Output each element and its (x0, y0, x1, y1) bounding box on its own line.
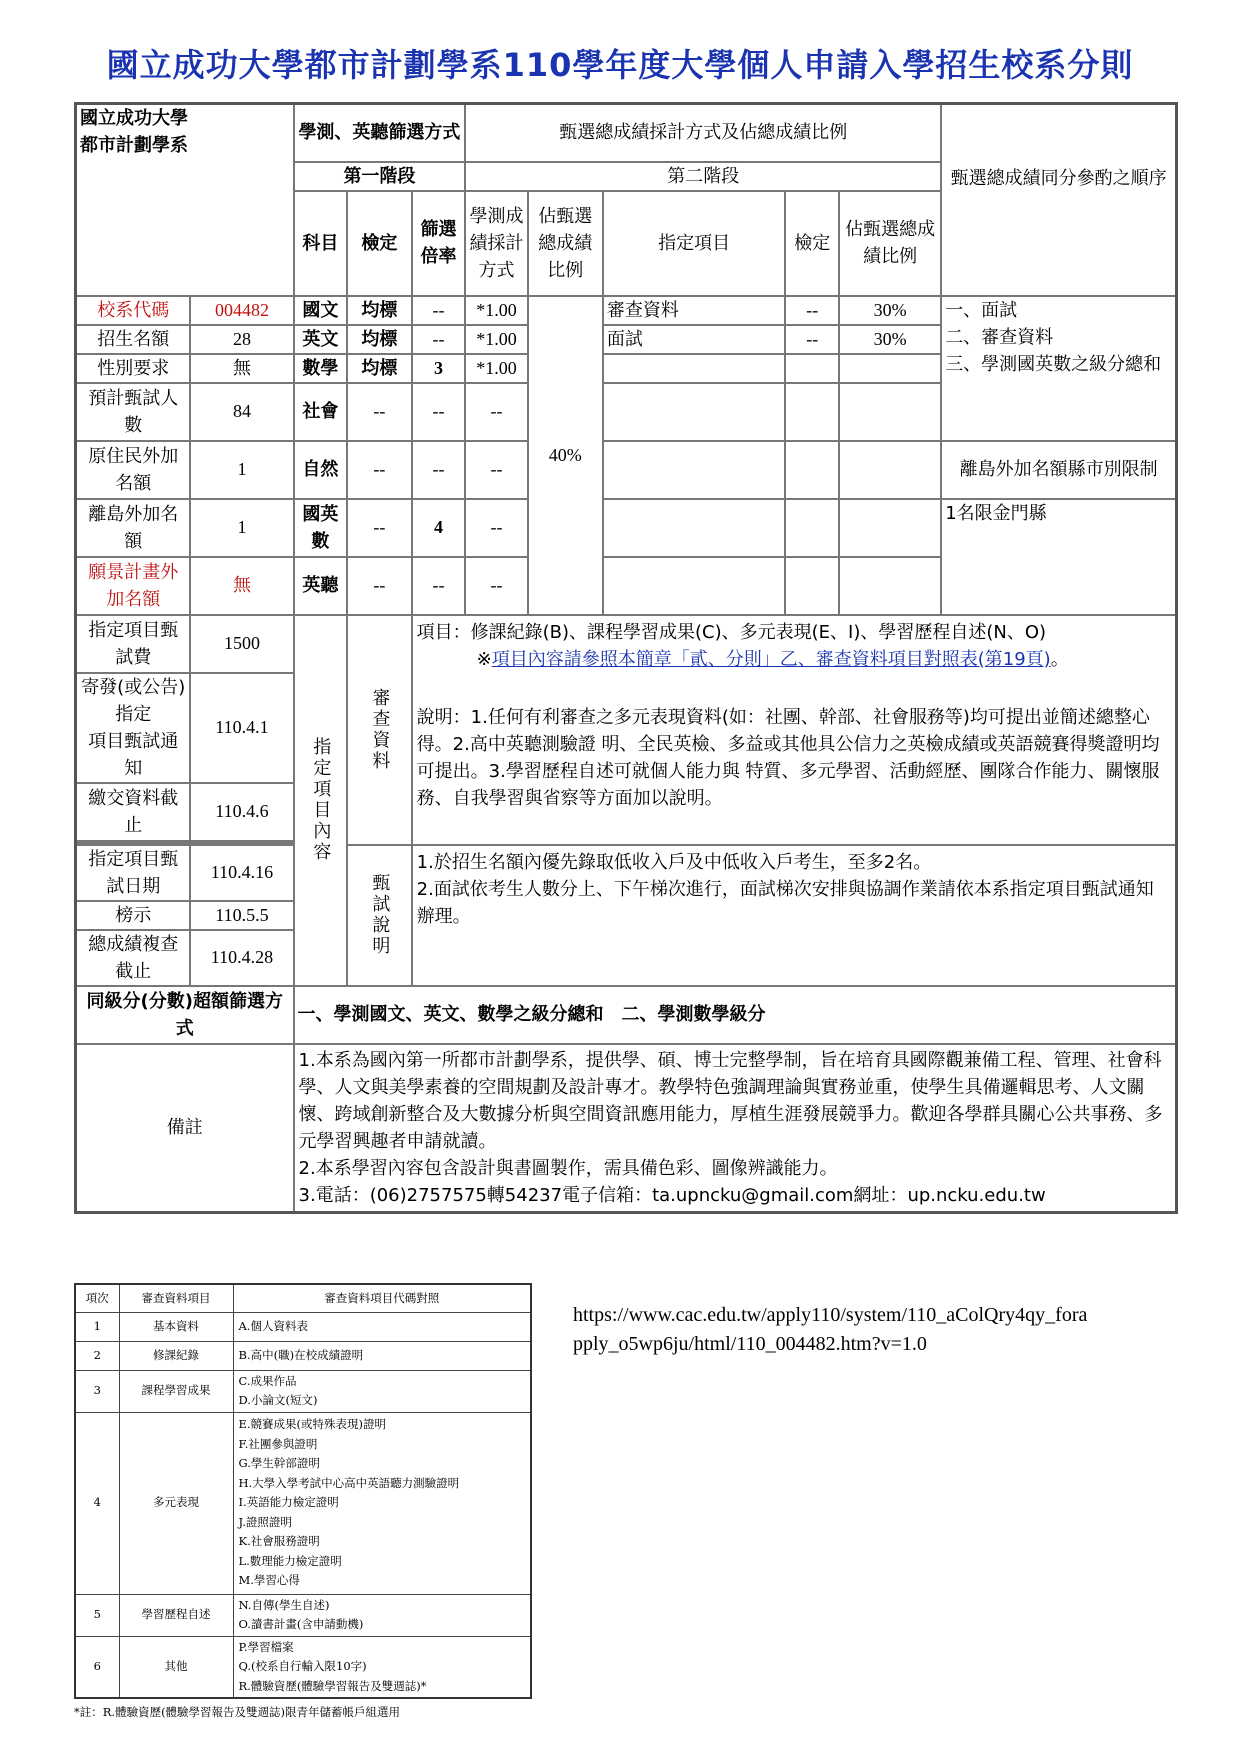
date-value: 110.4.1 (190, 673, 293, 783)
stage2-empty (603, 557, 786, 615)
subject-calc: -- (465, 499, 527, 557)
subject-check: -- (347, 441, 411, 499)
island-value: 1名限金門縣 (941, 499, 1176, 615)
subject-ratio: -- (412, 296, 466, 325)
info-label: 校系代碼 (76, 296, 191, 325)
col-ratio: 篩選倍率 (412, 191, 466, 296)
subject-calc: *1.00 (465, 325, 527, 354)
stage2-percent: 30% (839, 325, 941, 354)
tiebreak-label: 同級分(分數)超額篩選方式 (76, 986, 294, 1044)
stage2-empty (603, 354, 786, 383)
ref-no: 5 (75, 1594, 119, 1636)
col-item: 指定項目 (603, 191, 786, 296)
ref-no: 6 (75, 1636, 119, 1698)
ref-codes: A.個人資料表 (233, 1312, 531, 1341)
col-percent: 佔甄選總成績比例 (528, 191, 603, 296)
stage2-empty (603, 441, 786, 499)
date-label: 指定項目甄試日期 (76, 845, 191, 901)
subject-calc: *1.00 (465, 296, 527, 325)
review-items: 項目：修課紀錄(B)、課程學習成果(C)、多元表現(E、I)、學習歷程自述(N、O) (416, 621, 1047, 643)
col-check2: 檢定 (785, 191, 839, 296)
tiebreak-value: 一、學測國文、英文、數學之級分總和 二、學測數學級分 (294, 986, 1177, 1044)
date-value: 1500 (190, 615, 293, 673)
subject-ratio: -- (412, 441, 466, 499)
remarks-content: 1.本系為國內第一所都市計劃學系，提供學、碩、博士完整學制，旨在培育具國際觀兼備工程、管理、社會科學、人文與美學素養的空間規劃及設計專才。教學特色強調理論與實務並重，使學生具備邏輯思考、人文關懷、跨域創新整合及大數據分析與空間資訊應用能力，厚植生涯發展競爭力。歡迎各學群具關心公共事務、多元學習興趣者申請就讀。 2.本系學習內容包含設計與書圖製作，需具備色彩、圖像辨識能力。 3.電話：(06)2757575轉54237電子信箱：ta.upncku@gmail.com網址：up.ncku.edu.tw (294, 1044, 1177, 1213)
interview-description: 1.於招生名額內優先錄取低收入戶及中低收入戶考生，至多2名。 2.面試依考生人數分上、下午梯次進行，面試梯次安排與協調作業請依本系指定項目甄試通知辦理。 (412, 845, 1177, 986)
date-label: 繳交資料截止 (76, 783, 191, 841)
note-mark: ※ (476, 648, 492, 670)
info-label: 性別要求 (76, 354, 191, 383)
subject-name: 國英數 (294, 499, 348, 557)
review-label: 審查資料 (347, 615, 411, 845)
ref-footnote: *註：R.體驗資歷(體驗學習報告及雙週誌)限青年儲蓄帳戶組選用 (74, 1705, 401, 1719)
admission-table (74, 102, 1178, 1214)
subject-ratio: 3 (412, 354, 466, 383)
stage2-empty (839, 557, 941, 615)
subject-name: 自然 (294, 441, 348, 499)
ref-codes: N.自傳(學生自述) O.讀書計畫(含申請動機) (233, 1594, 531, 1636)
review-description: 說明：1.任何有利審查之多元表現資料(如：社團、幹部、社會服務等)均可提出並簡述總整心得。2.高中英聽測驗證 明、全民英檢、多益或其他具公信力之英檢成績或英語競賽得獎證明均可提出。3.學習歷程自述可就個人能力與 特質、多元學習、活動經歷、團隊合作能力、關懷服務、自我學習與省察等方面加以說明。 (416, 706, 1160, 809)
info-label: 招生名額 (76, 325, 191, 354)
subject-check: -- (347, 499, 411, 557)
subject-name: 數學 (294, 354, 348, 383)
info-value: 無 (190, 354, 293, 383)
ref-header: 審查資料項目 (119, 1284, 233, 1312)
subject-name: 英文 (294, 325, 348, 354)
subject-calc: *1.00 (465, 354, 527, 383)
info-value: 1 (190, 499, 293, 557)
subject-ratio: 4 (412, 499, 466, 557)
source-url[interactable]: https://www.cac.edu.tw/apply110/system/110_aColQry4qy_forapply_o5wp6ju/html/110_004482.htm?v=1.0 (573, 1304, 1088, 1355)
col-subject: 科目 (294, 191, 348, 296)
ref-no: 2 (75, 1341, 119, 1370)
subject-calc: -- (465, 441, 527, 499)
interview-label: 甄試說明 (347, 845, 411, 986)
review-link-end: 。 (1050, 648, 1069, 670)
date-value: 110.4.28 (190, 930, 293, 986)
info-value: 28 (190, 325, 293, 354)
subject-check: 均標 (347, 354, 411, 383)
date-value: 110.5.5 (190, 901, 293, 930)
date-label: 指定項目甄試費 (76, 615, 191, 673)
school-name: 國立成功大學 都市計劃學系 (76, 104, 294, 296)
info-value: 84 (190, 383, 293, 441)
stage2-empty (839, 354, 941, 383)
ref-item: 基本資料 (119, 1312, 233, 1341)
page-title: 國立成功大學都市計劃學系110學年度大學個人申請入學招生校系分則 (106, 46, 1134, 84)
subject-ratio: -- (412, 383, 466, 441)
subject-check: -- (347, 557, 411, 615)
stage2-empty (785, 383, 839, 441)
stage1-header: 第一階段 (294, 162, 466, 191)
subject-calc: -- (465, 383, 527, 441)
island-header: 離島外加名額縣市別限制 (941, 441, 1176, 499)
subject-name: 國文 (294, 296, 348, 325)
ref-item: 其他 (119, 1636, 233, 1698)
subject-ratio: -- (412, 557, 466, 615)
stage2-empty (839, 383, 941, 441)
col-check: 檢定 (347, 191, 411, 296)
subject-ratio: -- (412, 325, 466, 354)
review-code-table (74, 1283, 532, 1699)
info-value: 004482 (190, 296, 293, 325)
stage2-empty (785, 557, 839, 615)
ref-no: 1 (75, 1312, 119, 1341)
subject-check: 均標 (347, 296, 411, 325)
stage2-check: -- (785, 325, 839, 354)
ref-no: 4 (75, 1412, 119, 1594)
date-value: 110.4.16 (190, 845, 293, 901)
stage2-empty (839, 441, 941, 499)
review-content (412, 615, 1177, 845)
info-value: 1 (190, 441, 293, 499)
info-label: 離島外加名額 (76, 499, 191, 557)
ref-item: 課程學習成果 (119, 1370, 233, 1412)
ref-no: 3 (75, 1370, 119, 1412)
info-value: 無 (190, 557, 293, 615)
score-method-header: 甄選總成績採計方式及佔總成績比例 (465, 104, 941, 162)
ref-header: 項次 (75, 1284, 119, 1312)
ref-codes: B.高中(職)在校成績證明 (233, 1341, 531, 1370)
date-label: 總成績複查截止 (76, 930, 191, 986)
subject-name: 英聽 (294, 557, 348, 615)
review-link[interactable]: 項目內容請參照本簡章「貳、分則」乙、審查資料項目對照表(第19頁) (491, 648, 1051, 670)
date-value: 110.4.6 (190, 783, 293, 841)
stage2-empty (839, 499, 941, 557)
screen-method-header: 學測、英聽篩選方式 (294, 104, 466, 162)
ref-item: 修課紀錄 (119, 1341, 233, 1370)
col-calc: 學測成績採計方式 (465, 191, 527, 296)
ref-header: 審查資料項目代碼對照 (233, 1284, 531, 1312)
ref-codes: E.競賽成果(或特殊表現)證明 F.社團參與證明 G.學生幹部證明 H.大學入學考試中心高中英語聽力測驗證明 I.英語能力檢定證明 J.證照證明 K.社會服務證明 L.數理能力檢定證明 M.學習心得 (233, 1412, 531, 1594)
stage2-percent: 30% (839, 296, 941, 325)
stage1-percent: 40% (528, 296, 603, 615)
subject-calc: -- (465, 557, 527, 615)
stage2-empty (785, 354, 839, 383)
stage2-check: -- (785, 296, 839, 325)
remarks-label: 備註 (76, 1044, 294, 1213)
tie-order-header: 甄選總成績同分參酌之順序 (941, 104, 1176, 296)
stage2-empty (603, 383, 786, 441)
subject-check: 均標 (347, 325, 411, 354)
ref-item: 學習歷程自述 (119, 1594, 233, 1636)
subject-check: -- (347, 383, 411, 441)
stage2-header: 第二階段 (465, 162, 941, 191)
info-label: 預計甄試人數 (76, 383, 191, 441)
subject-name: 社會 (294, 383, 348, 441)
info-label: 願景計畫外加名額 (76, 557, 191, 615)
ref-codes: P.學習檔案 Q.(校系自行輸入限10字) R.體驗資歷(體驗學習報告及雙週誌)* (233, 1636, 531, 1698)
stage2-item: 審查資料 (603, 296, 786, 325)
tie-order: 一、面試 二、審查資料 三、學測國英數之級分總和 (941, 296, 1176, 441)
stage2-empty (785, 499, 839, 557)
stage2-empty (603, 499, 786, 557)
date-label: 榜示 (76, 901, 191, 930)
date-label: 寄發(或公告)指定 項目甄試通知 (76, 673, 191, 783)
ref-codes: C.成果作品 D.小論文(短文) (233, 1370, 531, 1412)
stage2-item: 面試 (603, 325, 786, 354)
stage2-empty (785, 441, 839, 499)
info-label: 原住民外加名額 (76, 441, 191, 499)
col-percent2: 佔甄選總成績比例 (839, 191, 941, 296)
specified-label: 指定項目內容 (294, 615, 348, 986)
ref-item: 多元表現 (119, 1412, 233, 1594)
